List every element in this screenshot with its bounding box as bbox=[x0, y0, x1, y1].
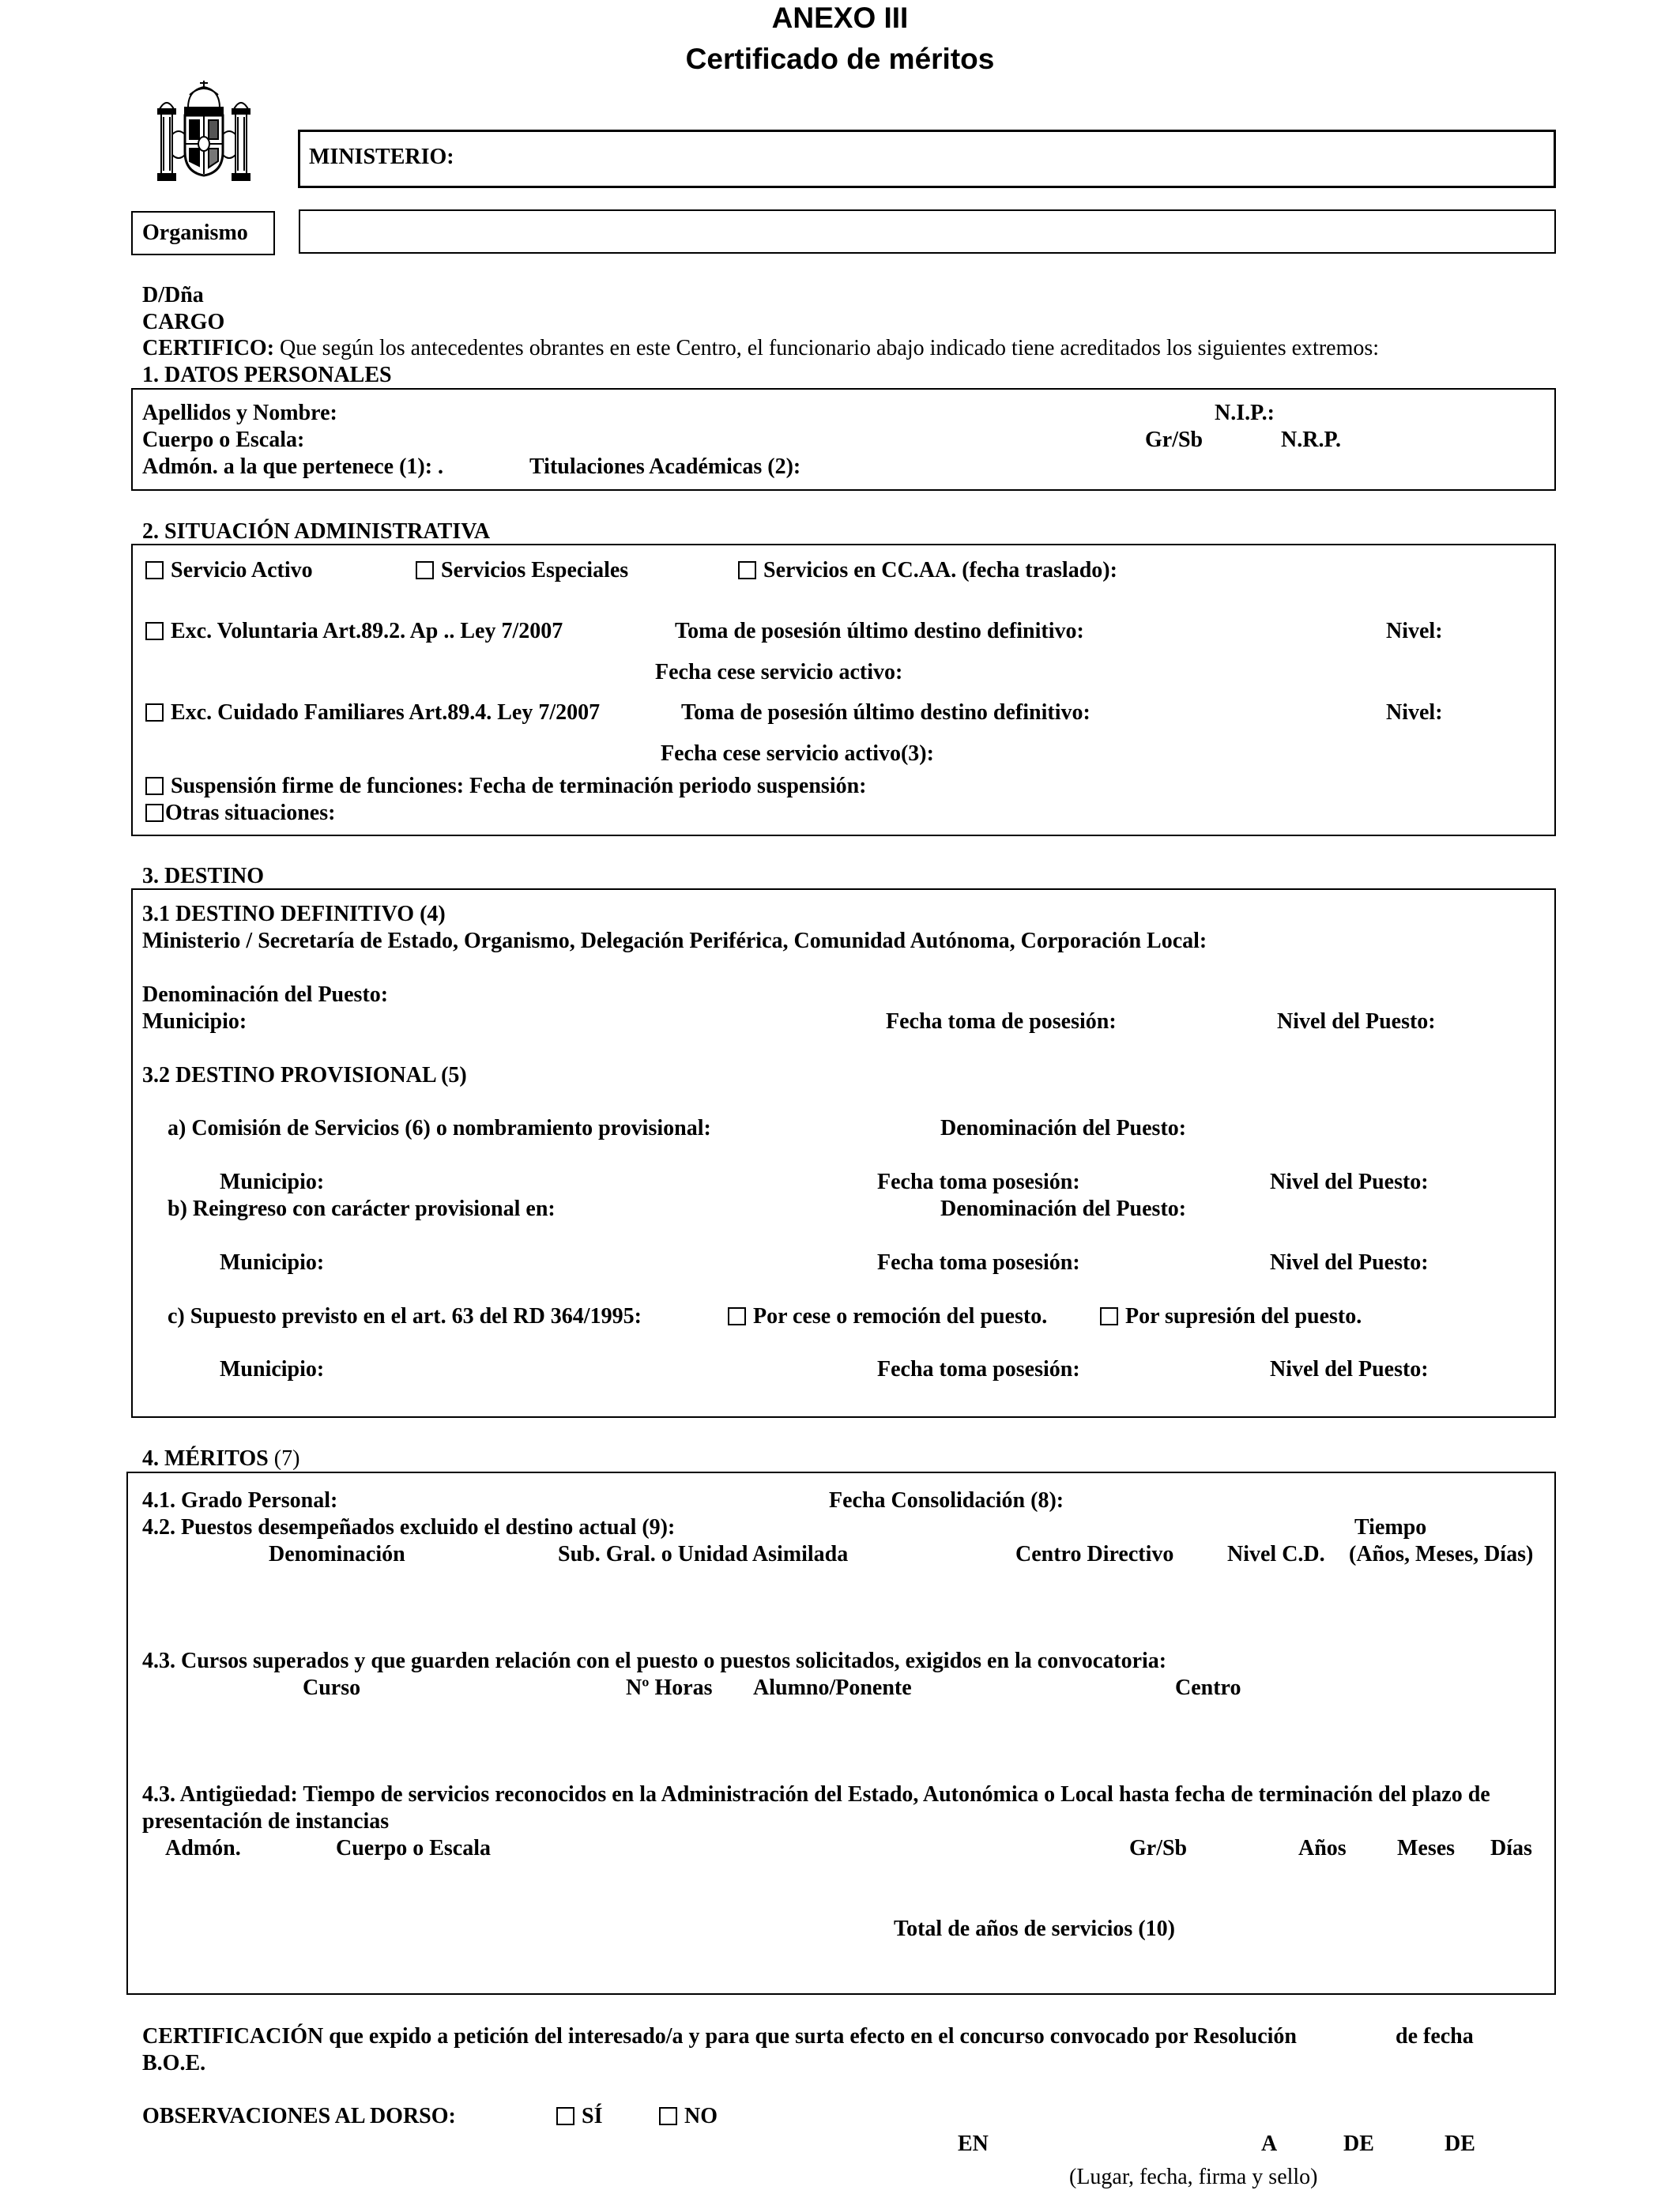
section-1-title: 1. DATOS PERSONALES bbox=[142, 363, 392, 387]
col-centro-directivo: Centro Directivo bbox=[1015, 1542, 1174, 1566]
servicios-ccaa-checkbox[interactable] bbox=[738, 561, 756, 579]
section-4-title-text: 4. MÉRITOS bbox=[142, 1446, 269, 1471]
obs-no-option[interactable] bbox=[659, 2104, 718, 2129]
b-denominacion-label: Denominación del Puesto: bbox=[940, 1197, 1187, 1221]
organismo-field[interactable] bbox=[299, 209, 1556, 254]
c-fecha-toma-label: Fecha toma posesión: bbox=[877, 1357, 1080, 1382]
col-meses: Meses bbox=[1397, 1836, 1456, 1860]
nip-label: N.I.P.: bbox=[1215, 401, 1275, 425]
a-label: A bbox=[1261, 2132, 1278, 2156]
document-title: Certificado de méritos bbox=[685, 43, 995, 75]
col-admon: Admón. bbox=[165, 1836, 241, 1860]
suspension-checkbox[interactable] bbox=[145, 777, 164, 795]
destino-definitivo-title: 3.1 DESTINO DEFINITIVO (4) bbox=[142, 902, 446, 926]
annex-title: ANEXO III bbox=[771, 2, 909, 34]
servicios-especiales-option[interactable] bbox=[416, 558, 628, 583]
c-nivel-puesto-label: Nivel del Puesto: bbox=[1270, 1357, 1429, 1382]
dd-label: D/Dña bbox=[142, 283, 204, 307]
section-4-title bbox=[142, 1446, 299, 1472]
de-label-2: DE bbox=[1445, 2132, 1475, 2156]
grado-personal-label: 4.1. Grado Personal: bbox=[142, 1488, 338, 1513]
section-4-note: (7) bbox=[268, 1446, 300, 1471]
col-dias: Días bbox=[1490, 1836, 1532, 1860]
fecha-cese-1-label: Fecha cese servicio activo: bbox=[655, 660, 903, 684]
servicios-especiales-checkbox[interactable] bbox=[416, 561, 434, 579]
col-subgral: Sub. Gral. o Unidad Asimilada bbox=[558, 1542, 849, 1566]
por-cese-checkbox[interactable] bbox=[728, 1307, 746, 1325]
nivel-1-label: Nivel: bbox=[1386, 619, 1443, 643]
suspension-option[interactable] bbox=[145, 774, 867, 799]
otras-situaciones-label: Otras situaciones: bbox=[165, 801, 336, 825]
col-anos-meses-dias: (Años, Meses, Días) bbox=[1349, 1542, 1534, 1566]
col-anos: Años bbox=[1298, 1836, 1347, 1860]
exc-voluntaria-option[interactable] bbox=[145, 619, 563, 644]
a-municipio-label: Municipio: bbox=[220, 1170, 325, 1194]
toma-posesion-2-label: Toma de posesión último destino definitivo: bbox=[681, 700, 1090, 725]
b-fecha-toma-label: Fecha toma posesión: bbox=[877, 1250, 1080, 1275]
servicios-especiales-label: Servicios Especiales bbox=[441, 558, 629, 582]
antiguedad-label-1: 4.3. Antigüedad: Tiempo de servicios reconocidos en la Administración del Estado, Autonómica o Local hasta fecha de terminación del plazo de bbox=[142, 1782, 1490, 1807]
otras-situaciones-option[interactable] bbox=[145, 801, 335, 826]
grsb-label: Gr/Sb bbox=[1145, 428, 1203, 452]
ministerio-field[interactable] bbox=[298, 130, 1556, 188]
total-anos-servicios-label: Total de años de servicios (10) bbox=[894, 1917, 1175, 1941]
por-cese-option[interactable] bbox=[728, 1304, 1047, 1329]
certifico-text: Que según los antecedentes obrantes en este Centro, el funcionario abajo indicado tiene acreditados los siguientes extremos: bbox=[274, 336, 1380, 360]
col-denominacion: Denominación bbox=[269, 1542, 405, 1566]
certificacion-text: CERTIFICACIÓN que expido a petición del interesado/a y para que surta efecto en el concurso convocado por Resolución bbox=[142, 2024, 1297, 2049]
section-2-title: 2. SITUACIÓN ADMINISTRATIVA bbox=[142, 519, 491, 544]
obs-si-label: SÍ bbox=[582, 2104, 603, 2128]
en-label: EN bbox=[958, 2132, 989, 2156]
por-cese-label: Por cese o remoción del puesto. bbox=[753, 1304, 1048, 1329]
b-municipio-label: Municipio: bbox=[220, 1250, 325, 1275]
col-nivel-cd: Nivel C.D. bbox=[1227, 1542, 1325, 1566]
section-3-box bbox=[131, 888, 1556, 1418]
de-label-1: DE bbox=[1343, 2132, 1374, 2156]
por-supresion-label: Por supresión del puesto. bbox=[1125, 1304, 1362, 1329]
exc-cuidado-option[interactable] bbox=[145, 700, 600, 726]
comision-servicios-label: a) Comisión de Servicios (6) o nombramiento provisional: bbox=[168, 1116, 711, 1140]
de-fecha-label: de fecha bbox=[1396, 2024, 1474, 2049]
col-cuerpo-escala: Cuerpo o Escala bbox=[336, 1836, 491, 1860]
servicios-ccaa-label: Servicios en CC.AA. (fecha traslado): bbox=[763, 558, 1117, 582]
def-nivel-puesto-label: Nivel del Puesto: bbox=[1277, 1009, 1436, 1034]
organismo-label: Organismo bbox=[142, 221, 248, 245]
servicio-activo-label: Servicio Activo bbox=[171, 558, 313, 582]
cursos-label: 4.3. Cursos superados y que guarden relación con el puesto o puestos solicitados, exigidos en la convocatoria: bbox=[142, 1649, 1167, 1673]
supuesto-art63-label: c) Supuesto previsto en el art. 63 del RD 364/1995: bbox=[168, 1304, 642, 1329]
exc-voluntaria-label: Exc. Voluntaria Art.89.2. Ap .. Ley 7/2007 bbox=[171, 619, 563, 643]
col-horas: Nº Horas bbox=[626, 1676, 713, 1700]
tiempo-header: Tiempo bbox=[1354, 1515, 1427, 1540]
col-grsb: Gr/Sb bbox=[1129, 1836, 1188, 1860]
lugar-fecha-firma-sello: (Lugar, fecha, firma y sello) bbox=[1069, 2165, 1318, 2189]
antiguedad-label-2: presentación de instancias bbox=[142, 1809, 390, 1834]
nivel-2-label: Nivel: bbox=[1386, 700, 1443, 725]
def-fecha-toma-label: Fecha toma de posesión: bbox=[886, 1009, 1117, 1034]
por-supresion-option[interactable] bbox=[1100, 1304, 1362, 1329]
col-curso: Curso bbox=[303, 1676, 361, 1700]
destino-provisional-title: 3.2 DESTINO PROVISIONAL (5) bbox=[142, 1063, 467, 1088]
a-nivel-puesto-label: Nivel del Puesto: bbox=[1270, 1170, 1429, 1194]
b-nivel-puesto-label: Nivel del Puesto: bbox=[1270, 1250, 1429, 1275]
reingreso-label: b) Reingreso con carácter provisional en: bbox=[168, 1197, 556, 1221]
servicio-activo-option[interactable] bbox=[145, 558, 313, 583]
titulaciones-label: Titulaciones Académicas (2): bbox=[529, 454, 801, 479]
fecha-cese-2-label: Fecha cese servicio activo(3): bbox=[661, 741, 934, 766]
exc-voluntaria-checkbox[interactable] bbox=[145, 622, 164, 640]
destino-definitivo-org-label: Ministerio / Secretaría de Estado, Organismo, Delegación Periférica, Comunidad Autónoma, Corporación Local: bbox=[142, 929, 1207, 953]
suspension-label: Suspensión firme de funciones: Fecha de terminación periodo suspensión: bbox=[171, 774, 867, 798]
fecha-consolidacion-label: Fecha Consolidación (8): bbox=[829, 1488, 1064, 1513]
nrp-label: N.R.P. bbox=[1281, 428, 1341, 452]
exc-cuidado-checkbox[interactable] bbox=[145, 703, 164, 722]
cargo-label: CARGO bbox=[142, 310, 225, 334]
obs-si-option[interactable] bbox=[556, 2104, 602, 2129]
col-centro: Centro bbox=[1175, 1676, 1241, 1700]
certifico-label: CERTIFICO: bbox=[142, 336, 275, 360]
a-denominacion-label: Denominación del Puesto: bbox=[940, 1116, 1187, 1140]
obs-no-checkbox[interactable] bbox=[659, 2107, 677, 2125]
admon-label: Admón. a la que pertenece (1): . bbox=[142, 454, 444, 479]
otras-situaciones-checkbox[interactable] bbox=[145, 804, 164, 822]
toma-posesion-1-label: Toma de posesión último destino definitivo: bbox=[675, 619, 1084, 643]
servicios-ccaa-option[interactable] bbox=[738, 558, 1117, 583]
denominacion-puesto-label: Denominación del Puesto: bbox=[142, 982, 389, 1007]
coat-of-arms-of-spain-icon bbox=[155, 79, 253, 183]
cuerpo-label: Cuerpo o Escala: bbox=[142, 428, 305, 452]
section-3-title: 3. DESTINO bbox=[142, 864, 265, 888]
def-municipio-label: Municipio: bbox=[142, 1009, 247, 1034]
servicio-activo-checkbox[interactable] bbox=[145, 561, 164, 579]
exc-cuidado-label: Exc. Cuidado Familiares Art.89.4. Ley 7/2007 bbox=[171, 700, 601, 725]
apellidos-label: Apellidos y Nombre: bbox=[142, 401, 337, 425]
a-fecha-toma-label: Fecha toma posesión: bbox=[877, 1170, 1080, 1194]
certifico-line bbox=[142, 336, 1379, 361]
por-supresion-checkbox[interactable] bbox=[1100, 1307, 1118, 1325]
puestos-desempenados-label: 4.2. Puestos desempeñados excluido el destino actual (9): bbox=[142, 1515, 676, 1540]
ministerio-label: MINISTERIO: bbox=[309, 145, 454, 169]
col-alumno-ponente: Alumno/Ponente bbox=[753, 1676, 912, 1700]
c-municipio-label: Municipio: bbox=[220, 1357, 325, 1382]
observaciones-label: OBSERVACIONES AL DORSO: bbox=[142, 2104, 456, 2128]
obs-si-checkbox[interactable] bbox=[556, 2107, 574, 2125]
obs-no-label: NO bbox=[684, 2104, 718, 2128]
boe-label: B.O.E. bbox=[142, 2051, 206, 2075]
